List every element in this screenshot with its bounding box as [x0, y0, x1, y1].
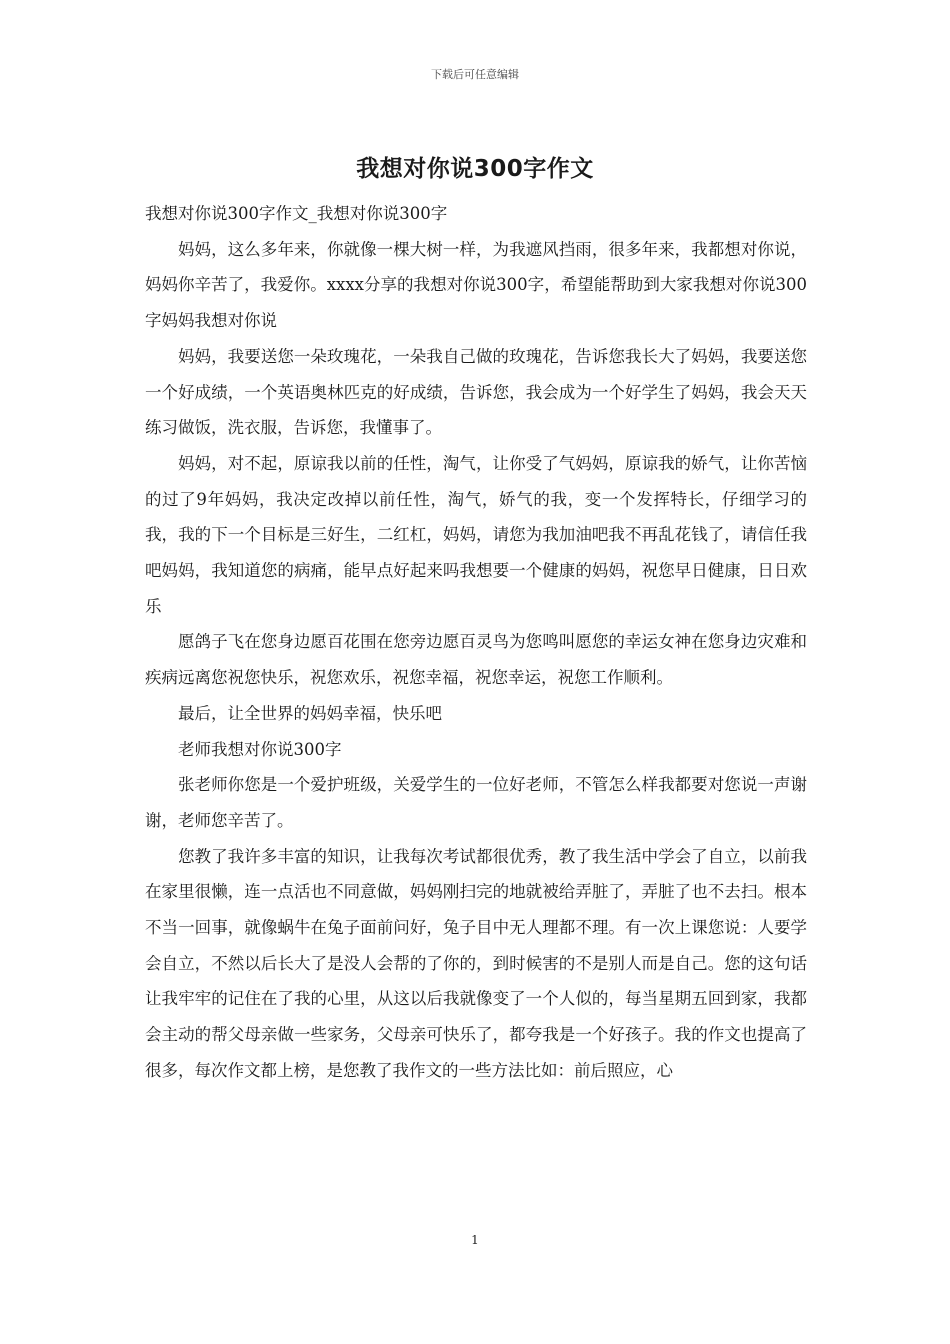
paragraph: 您教了我许多丰富的知识，让我每次考试都很优秀，教了我生活中学会了自立，以前我在家里很懒，连一点活也不同意做，妈妈刚扫完的地就被给弄脏了，弄脏了也不去扫。根本不当一回事，就像蜗牛在兔子面前问好，兔子目中无人理都不理。有一次上课您说：人要学会自立，不然以后长大了是没人会帮的了你的，到时候害的不是别人而是自己。您的这句话让我牢牢的记住在了我的心里，从这以后我就像变了一个人似的，每当星期五回到家，我都会主动的帮父母亲做一些家务，父母亲可快乐了，都夸我是一个好孩子。我的作文也提高了很多，每次作文都上榜，是您教了我作文的一些方法比如：前后照应，心 [145, 846, 807, 1080]
paragraph: 愿鸽子飞在您身边愿百花围在您旁边愿百灵鸟为您鸣叫愿您的幸运女神在您身边灾难和疾病远离您祝您快乐，祝您欢乐，祝您幸福，祝您幸运，祝您工作顺利。 [145, 632, 807, 688]
paragraph: 妈妈，我要送您一朵玫瑰花，一朵我自己做的玫瑰花，告诉您我长大了妈妈，我要送您一个好成绩，一个英语奥林匹克的好成绩，告诉您，我会成为一个好学生了妈妈，我会天天练习做饭，洗衣服，告诉您，我懂事了。 [145, 346, 807, 438]
paragraph: 妈妈，这么多年来，你就像一棵大树一样，为我遮风挡雨，很多年来，我都想对你说，妈妈你辛苦了，我爱你。xxxx分享的我想对你说300字，希望能帮助到大家我想对你说300字妈妈我想对你说 [145, 239, 807, 331]
section-heading: 老师我想对你说300字 [178, 739, 342, 759]
header-note: 下载后可任意编辑 [431, 68, 519, 81]
paragraph-subtitle: 我想对你说300字作文_我想对你说300字 [145, 204, 448, 223]
paragraph: 最后，让全世界的妈妈幸福，快乐吧 [178, 703, 442, 723]
page-number: 1 [471, 1233, 479, 1247]
document-title: 我想对你说300字作文 [356, 156, 594, 182]
paragraph: 张老师你您是一个爱护班级，关爱学生的一位好老师，不管怎么样我都要对您说一声谢谢，老师您辛苦了。 [145, 775, 807, 830]
paragraph: 妈妈，对不起，原谅我以前的任性，淘气，让你受了气妈妈，原谅我的娇气，让你苦恼的过了9年妈妈，我决定改掉以前任性，淘气，娇气的我，变一个发挥特长，仔细学习的我，我的下一个目标是三好生，二红杠，妈妈，请您为我加油吧我不再乱花钱了，请信任我吧妈妈，我知道您的病痛，能早点好起来吗我想要一个健康的妈妈，祝您早日健康，日日欢乐 [145, 453, 807, 616]
document-body [145, 196, 807, 1089]
